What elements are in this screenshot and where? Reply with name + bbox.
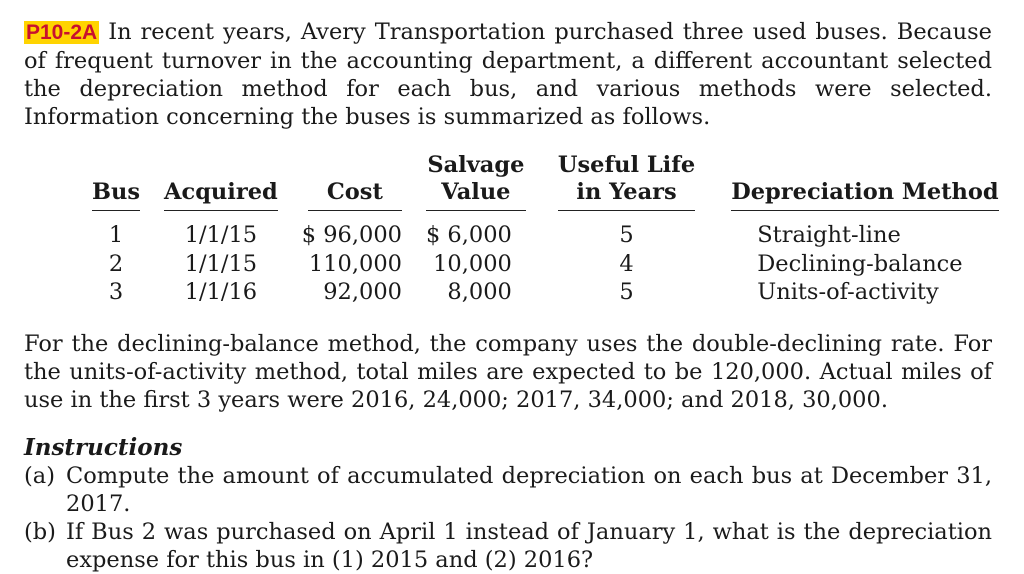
cell-cost: $ 96,000 <box>301 222 402 248</box>
cell-bus: 2 <box>108 250 124 277</box>
cell-life: 5 <box>619 279 634 305</box>
header-method: Depreciation Method <box>707 152 1010 215</box>
list-item <box>24 462 992 518</box>
cell-cost: 110,000 <box>308 250 402 277</box>
header-useful-life: Useful Life in Years <box>538 152 707 215</box>
bus-table <box>80 152 1011 307</box>
cell-acquired: 1/1/16 <box>184 279 258 305</box>
item-text: If Bus 2 was purchased on April 1 instead of January 1, what is the depreciation expense for this bus in (1) 2015 and (2) 2016? <box>66 519 992 573</box>
list-item <box>24 518 992 574</box>
cell-salvage: $ 6,000 <box>425 222 512 248</box>
cell-method: Units-of-activity <box>757 279 939 305</box>
instructions-title: Instructions <box>24 434 183 461</box>
problem-intro <box>24 18 992 131</box>
header-cost: Cost <box>290 152 414 215</box>
cell-life: 5 <box>619 222 634 248</box>
problem-label: P10-2A <box>26 21 98 44</box>
followup-paragraph: For the declining-balance method, the company uses the double-declining rate. For the units-of-activity method, total miles are expected to be 120,000. Actual miles of use in the first 3 years were 2016, 24,000; 2017, 34,000; and 2018, 30,000. <box>24 331 992 413</box>
table-header-row <box>80 152 1011 215</box>
item-text: Compute the amount of accumulated depreciation on each bus at December 31, 2017. <box>66 463 992 517</box>
intro-text: In recent years, Avery Transportation purchased three used buses. Because of frequent turnover in the accounting department, a different accountant selected the depreciation method for each bus, and various methods were selected. Information concerning the buses is summarized as follows. <box>24 19 992 130</box>
cell-bus: 3 <box>108 279 124 305</box>
instructions-list <box>24 462 992 574</box>
table-row <box>80 250 1011 279</box>
table-row <box>80 278 1011 307</box>
cell-life: 4 <box>619 250 634 277</box>
table-row <box>80 221 1011 250</box>
cell-bus: 1 <box>108 222 124 248</box>
item-marker: (a) <box>24 463 55 489</box>
header-acquired: Acquired <box>152 152 290 215</box>
cell-acquired: 1/1/15 <box>184 222 258 248</box>
cell-acquired: 1/1/15 <box>184 250 258 277</box>
cell-cost: 92,000 <box>323 279 402 305</box>
header-salvage: Salvage Value <box>414 152 538 215</box>
item-marker: (b) <box>24 519 56 545</box>
cell-method: Straight-line <box>757 222 901 248</box>
cell-salvage: 8,000 <box>447 279 512 305</box>
cell-salvage: 10,000 <box>433 250 512 277</box>
cell-method: Declining-balance <box>757 250 963 277</box>
header-bus: Bus <box>80 152 152 215</box>
